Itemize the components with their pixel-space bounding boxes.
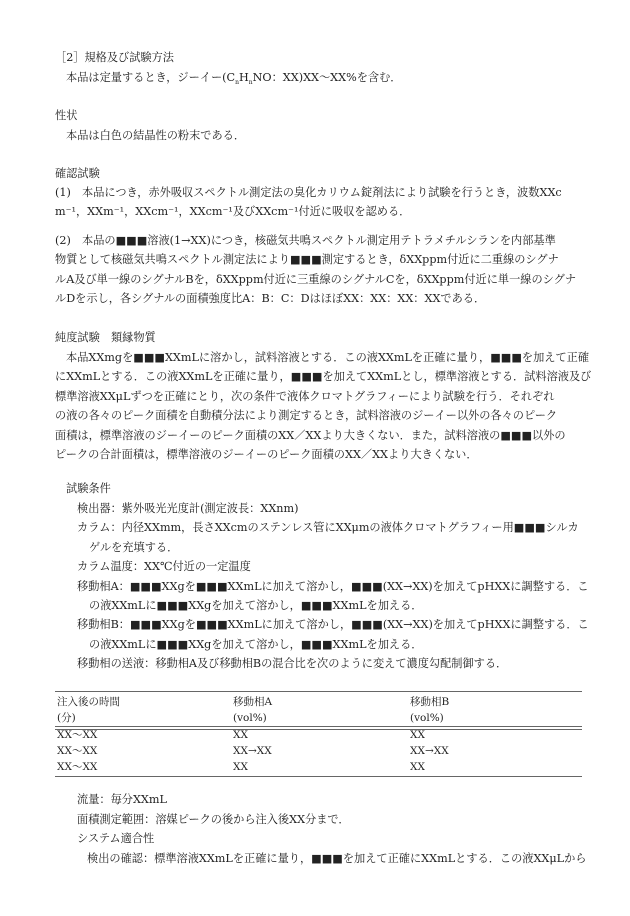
table-cell: XX〜XX <box>57 745 98 757</box>
identification-heading: 確認試験 <box>55 167 100 180</box>
identification-1-line: m⁻¹，XXm⁻¹，XXcm⁻¹，XXcm⁻¹及びXXcm⁻¹付近に吸収を認める． <box>55 205 411 218</box>
table-cell: XX <box>233 761 248 773</box>
table-bottom-rule <box>55 776 582 777</box>
detection-check-line <box>75 852 586 866</box>
identification-2-line: ルA及び単一線のシグナルBを，δXXppm付近に三重線のシグナルCを，δXXppm付近に単一線のシグナ <box>55 273 577 286</box>
table-cell: XX〜XX <box>57 761 98 773</box>
formula-h: H <box>238 71 249 84</box>
conditions-heading: 試験条件 <box>66 482 111 495</box>
content-prefix: 本品は定量するとき，ジーイー(C <box>66 71 236 84</box>
table-header: 移動相A <box>233 696 273 708</box>
table-header: (vol%) <box>410 712 444 724</box>
table-top-rule <box>55 691 582 692</box>
area-range-line: 面積測定範囲：溶媒ピークの後から注入後XX分まで． <box>77 813 350 826</box>
identification-1-line: (1) 本品につき，赤外吸収スペクトル測定法の臭化カリウム錠剤法により試験を行うとき，波数XXc <box>55 186 562 199</box>
content-statement <box>66 71 402 90</box>
mobile-phase-a-line: の液XXmLに■■■XXgを加えて溶かし，■■■XXmLを加える． <box>89 599 423 612</box>
purity-line: にXXmLとする．この液XXmLを正確に量り，■■■を加えてXXmLとし，標準溶液とする．試料溶液及び <box>55 370 592 383</box>
purity-heading: 純度試験 類縁物質 <box>55 331 156 344</box>
detection-check-text: 検出の確認：標準溶液XXmLを正確に量り，■■■を加えて正確にXXmLとする．この液XXμLから <box>87 852 587 865</box>
table-cell: XX→XX <box>410 745 449 757</box>
table-cell: XX <box>233 729 248 741</box>
column-temp-line: カラム温度：XX℃付近の一定温度 <box>77 560 251 573</box>
table-header-rule <box>55 726 582 730</box>
table-header: (分) <box>57 712 76 724</box>
purity-line: 標準溶液XXμLずつを正確にとり，次の条件で液体クロマトグラフィーにより試験を行う．それぞれ <box>55 390 555 403</box>
table-cell: XX〜XX <box>57 729 98 741</box>
content-suffix: NO：XX)XX〜XX%を含む． <box>252 71 402 84</box>
purity-line: 面積は，標準溶液のジーイーのピーク面積のXX／XXより大きくない．また，試料溶液の■■■以外の <box>55 429 566 442</box>
purity-line: ピークの合計面積は，標準溶液のジーイーのピーク面積のXX／XXより大きくない． <box>55 448 478 461</box>
column-line: ゲルを充填する． <box>89 541 179 554</box>
mobile-phase-b-line: の液XXmLに■■■XXgを加えて溶かし，■■■XXmLを加える． <box>89 638 423 651</box>
system-suitability-heading: システム適合性 <box>77 832 155 845</box>
identification-2-line: 物質として核磁気共鳴スペクトル測定法により■■■測定するとき，δXXppm付近に二重線のシグナ <box>55 253 559 266</box>
detector-line: 検出器：紫外吸光光度計(測定波長：XXnm) <box>77 502 299 515</box>
identification-2-line: (2) 本品の■■■溶液(1→XX)につき，核磁気共鳴スペクトル測定用テトラメチルシランを内部基準 <box>55 234 556 247</box>
mobile-phase-a-line: 移動相A：■■■XXgを■■■XXmLに加えて溶かし，■■■(XX→XX)を加えてpHXXに調整する．こ <box>77 580 589 593</box>
purity-line: の液の各々のピーク面積を自動積分法により測定するとき，試料溶液のジーイー以外の各々のピーク <box>55 409 558 422</box>
formula-sub: n <box>248 79 253 87</box>
table-header: 移動相B <box>410 696 450 708</box>
description-text: 本品は白色の結晶性の粉末である． <box>66 129 246 142</box>
section-heading: ［2］規格及び試験方法 <box>55 51 174 64</box>
purity-line: 本品XXmgを■■■XXmLに溶かし，試料溶液とする．この液XXmLを正確に量り，■■■を加えて正確 <box>66 351 590 364</box>
table-cell: XX→XX <box>233 745 272 757</box>
column-line: カラム：内径XXmm，長さXXcmのステンレス管にXXμmの液体クロマトグラフィー用■■■シルカ <box>77 521 579 534</box>
mobile-phase-b-line: 移動相B：■■■XXgを■■■XXmLに加えて溶かし，■■■(XX→XX)を加えてpHXXに調整する．こ <box>77 618 589 631</box>
description-heading: 性状 <box>55 109 78 122</box>
table-cell: XX <box>410 729 425 741</box>
table-header: 注入後の時間 <box>57 696 120 708</box>
formula-sub: n <box>235 79 239 87</box>
table-header: (vol%) <box>233 712 267 724</box>
identification-2-line: ルDを示し，各シグナルの面積強度比A：B：C：DはほぼXX：XX：XX：XXである． <box>55 292 486 305</box>
flow-rate-line: 流量：毎分XXmL <box>77 793 167 806</box>
table-cell: XX <box>410 761 425 773</box>
delivery-line: 移動相の送液：移動相A及び移動相Bの混合比を次のように変えて濃度勾配制御する． <box>77 657 508 670</box>
